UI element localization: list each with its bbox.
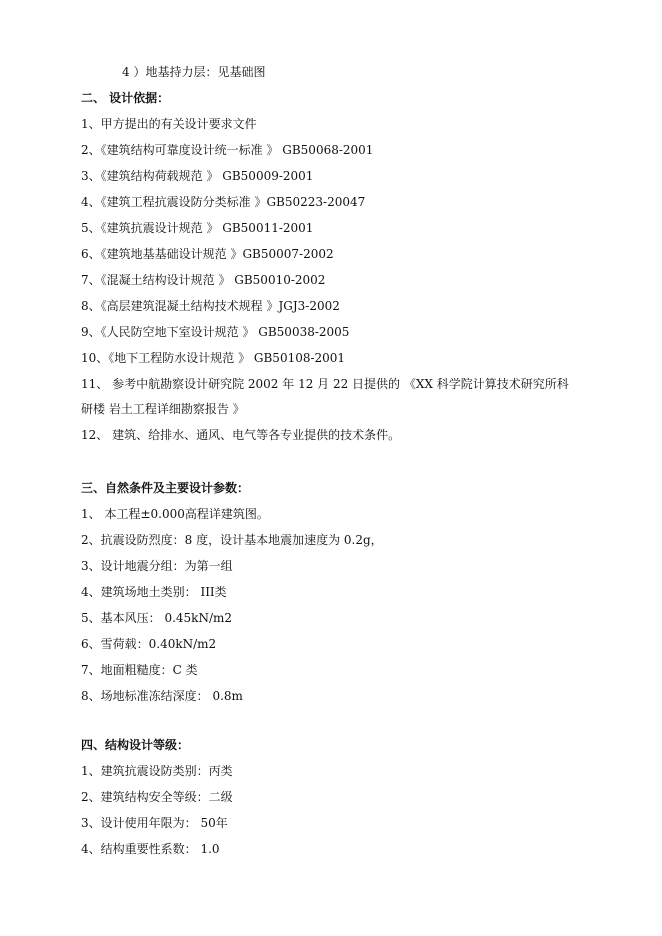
list-item: 4、建筑场地土类别： III类 [81, 585, 227, 599]
list-item: 5、《建筑抗震设计规范 》 GB50011-2001 [81, 221, 314, 235]
list-item: 10、《地下工程防水设计规范 》 GB50108-2001 [81, 351, 346, 365]
foundation-bearing-layer-item: 4 ）地基持力层：见基础图 [122, 65, 266, 79]
list-item: 2、《建筑结构可靠度设计统一标准 》 GB50068-2001 [81, 143, 374, 157]
list-item: 12、 建筑、给排水、通风、电气等各专业提供的技术条件。 [81, 428, 401, 442]
list-item: 11、 参考中航勘察设计研究院 2002 年 12 月 22 日提供的 《XX 科学院计算技术研究所科 [81, 377, 569, 391]
list-item: 6、《建筑地基基础设计规范 》GB50007-2002 [81, 247, 334, 261]
list-item: 3、设计地震分组：为第一组 [81, 559, 233, 573]
list-item: 8、《高层建筑混凝土结构技术规程 》JGJ3-2002 [81, 299, 340, 313]
list-item: 1、甲方提出的有关设计要求文件 [81, 117, 257, 131]
list-item: 6、雪荷载：0.40kN/m2 [81, 637, 217, 651]
section3-heading: 三、自然条件及主要设计参数： [81, 481, 250, 495]
list-item: 3、设计使用年限为： 50年 [81, 816, 228, 830]
list-item: 7、地面粗糙度：C 类 [81, 663, 198, 677]
list-item: 5、基本风压： 0.45kN/m2 [81, 611, 232, 625]
section4-heading: 四、结构设计等级： [81, 738, 190, 752]
list-item: 2、建筑结构安全等级：二级 [81, 790, 233, 804]
list-item: 7、《混凝土结构设计规范 》 GB50010-2002 [81, 273, 326, 287]
list-item: 4、《建筑工程抗震设防分类标准 》GB50223-20047 [81, 195, 366, 209]
list-item: 9、《人民防空地下室设计规范 》 GB50038-2005 [81, 325, 350, 339]
list-item: 1、建筑抗震设防类别：丙类 [81, 764, 233, 778]
list-item: 8、场地标准冻结深度： 0.8m [81, 689, 243, 703]
list-item: 4、结构重要性系数： 1.0 [81, 842, 220, 856]
list-item: 2、抗震设防烈度：8 度，设计基本地震加速度为 0.2g， [81, 533, 383, 547]
list-item: 3、《建筑结构荷载规范 》 GB50009-2001 [81, 169, 314, 183]
list-item: 1、 本工程±0.000高程详建筑图。 [81, 507, 269, 521]
section2-heading: 二、 设计依据： [81, 91, 170, 105]
list-item-continuation: 研楼 岩土工程详细勘察报告 》 [81, 402, 245, 416]
